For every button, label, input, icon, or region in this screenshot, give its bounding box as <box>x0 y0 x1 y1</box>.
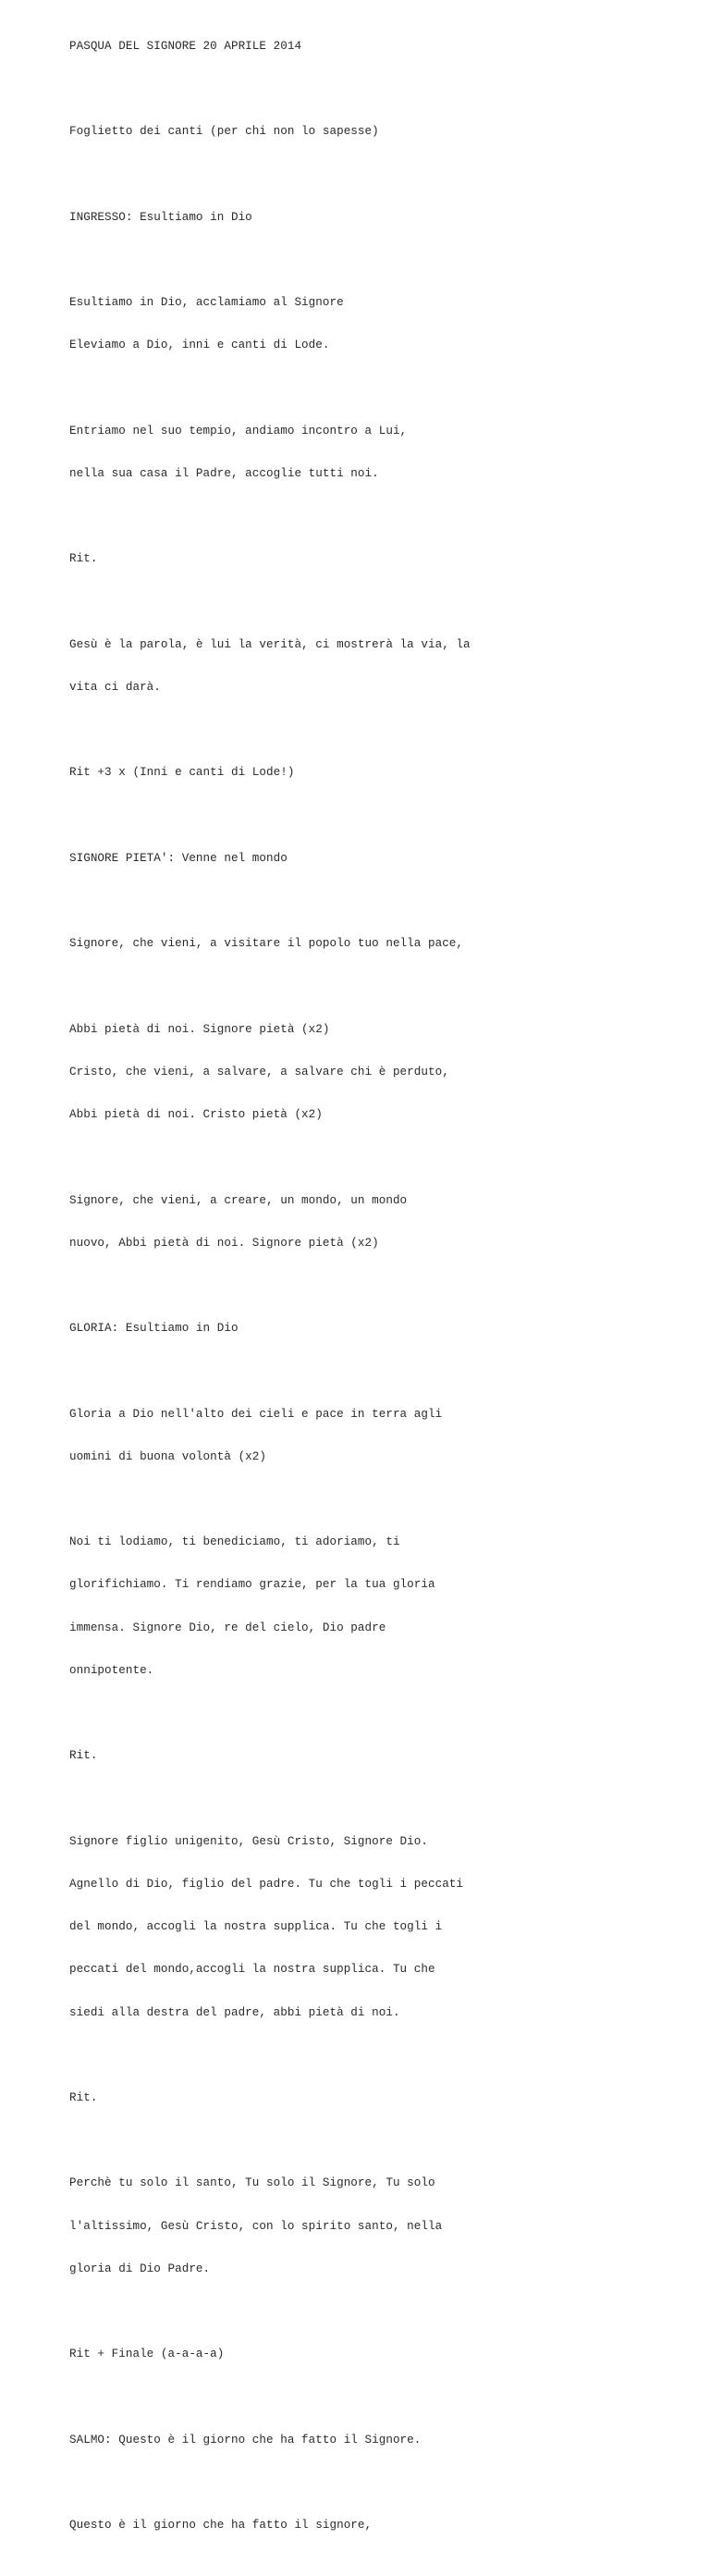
refrain-marker <box>69 1721 679 1793</box>
lyrics-paragraph <box>69 994 679 1151</box>
text-line: nuovo, Abbi pietà di noi. Signore pietà (x2) <box>69 1236 379 1250</box>
text-line: Entriamo nel suo tempio, andiamo incontro a Lui, <box>69 424 408 438</box>
text-line: Eleviamo a Dio, inni e canti di Lode. <box>69 339 330 352</box>
section-heading-ingresso <box>69 182 679 253</box>
text-line: Rit. <box>69 2091 98 2105</box>
text-line: Gloria a Dio nell'alto dei cieli e pace in terra agli <box>69 1407 443 1421</box>
text-line: Questo è il giorno che ha fatto il signore, <box>69 2519 373 2533</box>
text-line: nella sua casa il Padre, accoglie tutti noi. <box>69 466 379 480</box>
text-line: Esultiamo in Dio, acclamiamo al Signore <box>69 296 344 310</box>
lyrics-paragraph <box>69 610 679 723</box>
text-line: Agnello di Dio, figlio del padre. Tu che togli i peccati <box>69 1877 464 1891</box>
lyrics-paragraph <box>69 396 679 510</box>
text-line: SALMO: Questo è il giorno che ha fatto il Signore. <box>69 2433 422 2447</box>
text-line: del mondo, accogli la nostra supplica. Tu che togli i <box>69 1920 443 1934</box>
lyrics-paragraph <box>69 1379 679 1493</box>
text-line: Rit + Finale (a-a-a-a) <box>69 2348 225 2361</box>
text-line: Cristo, che vieni, a salvare, a salvare chi è perduto, <box>69 1065 449 1078</box>
text-line: gloria di Dio Padre. <box>69 2262 211 2275</box>
text-line: Rit +3 x (Inni e canti di Lode!) <box>69 766 295 780</box>
subtitle <box>69 96 679 167</box>
text-line: Signore, che vieni, a visitare il popolo tuo nella pace, <box>69 937 464 951</box>
text-line: Abbi pietà di noi. Cristo pietà (x2) <box>69 1108 323 1122</box>
refrain-marker <box>69 2320 679 2391</box>
text-line: immensa. Signore Dio, re del cielo, Dio padre <box>69 1621 386 1634</box>
text-line: Rit. <box>69 1749 98 1763</box>
text-line: vita ci darà. <box>69 681 161 694</box>
text-line: INGRESSO: Esultiamo in Dio <box>69 210 252 224</box>
section-heading-signore-pieta <box>69 823 679 894</box>
text-line: GLORIA: Esultiamo in Dio <box>69 1322 239 1336</box>
document-title <box>69 11 679 82</box>
text-line: onnipotente. <box>69 1663 154 1677</box>
refrain-marker <box>69 2063 679 2134</box>
text-line: siedi alla destra del padre, abbi pietà di noi. <box>69 2005 400 2019</box>
text-line: Gesù è la parola, è lui la verità, ci mostrerà la via, la <box>69 637 471 651</box>
section-heading-gloria <box>69 1293 679 1364</box>
lyrics-paragraph <box>69 1806 679 2049</box>
lyrics-paragraph <box>69 2490 679 2561</box>
lyrics-paragraph <box>69 267 679 381</box>
text-line: peccati del mondo,accogli la nostra supplica. Tu che <box>69 1963 435 1977</box>
lyrics-paragraph <box>69 908 679 980</box>
text-line: Foglietto dei canti (per chi non lo sapesse) <box>69 125 379 139</box>
lyrics-paragraph <box>69 2149 679 2305</box>
text-line: Signore figlio unigenito, Gesù Cristo, Signore Dio. <box>69 1834 428 1848</box>
text-line: Perchè tu solo il santo, Tu solo il Signore, Tu solo <box>69 2176 435 2190</box>
refrain-marker <box>69 524 679 596</box>
document-page <box>69 11 679 2576</box>
lyrics-paragraph <box>69 1165 679 1279</box>
text-line: Signore, che vieni, a creare, un mondo, un mondo <box>69 1193 408 1207</box>
section-heading-salmo <box>69 2405 679 2476</box>
text-line: Rit. <box>69 552 98 566</box>
text-line: uomini di buona volontà (x2) <box>69 1449 267 1463</box>
text-line: l'altissimo, Gesù Cristo, con lo spirito santo, nella <box>69 2219 443 2233</box>
text-line: glorifichiamo. Ti rendiamo grazie, per la tua gloria <box>69 1578 435 1592</box>
text-line: PASQUA DEL SIGNORE 20 APRILE 2014 <box>69 39 302 53</box>
text-line: Abbi pietà di noi. Signore pietà (x2) <box>69 1022 330 1036</box>
lyrics-paragraph <box>69 1507 679 1707</box>
text-line: Noi ti lodiamo, ti benediciamo, ti adoriamo, ti <box>69 1535 400 1549</box>
text-line: SIGNORE PIETA': Venne nel mondo <box>69 851 288 865</box>
refrain-marker <box>69 738 679 809</box>
